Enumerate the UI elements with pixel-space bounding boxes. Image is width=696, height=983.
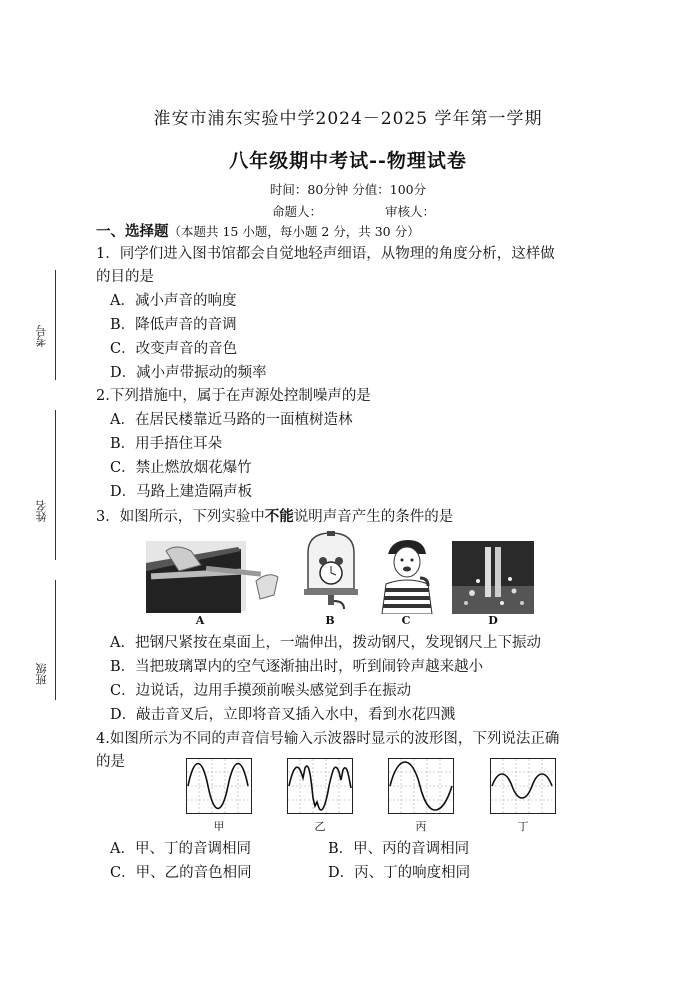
time-score-line: 时间：80分钟 分值：100分: [269, 182, 427, 197]
q3-stem: [96, 506, 616, 528]
q4-option-a: A．甲、丁的音调相同: [110, 841, 251, 857]
binding-line-1: [55, 270, 56, 380]
q4-option-d: D．丙、丁的响度相同: [328, 865, 471, 881]
wave-label-bing: 丙: [415, 820, 427, 833]
q1-stem-line1: 1．同学们进入图书馆都会自觉地轻声细语，从物理的角度分析，这样做: [96, 246, 555, 262]
figure-label-b: B: [325, 614, 335, 627]
author-label: 命题人：: [272, 204, 323, 219]
class-label: 班级: [35, 663, 48, 685]
waveform-ding: [490, 758, 556, 814]
figure-c-person: [376, 538, 438, 614]
exam-title: 八年级期中考试--物理试卷: [229, 150, 467, 172]
binding-line-3: [55, 580, 56, 700]
reviewer-label: 审核人：: [385, 204, 436, 219]
q3-option-c: C．边说话，边用手摸颈前喉头感觉到手在振动: [110, 683, 412, 699]
q3-stem-bold: 不能: [264, 508, 294, 525]
figure-label-d: D: [488, 614, 498, 627]
q3-option-a: A．把钢尺紧按在桌面上，一端伸出，拨动钢尺，发现钢尺上下振动: [110, 635, 541, 651]
q2-option-b: B．用手捂住耳朵: [110, 436, 223, 452]
q1-option-b: B．降低声音的音调: [110, 317, 237, 333]
wave-label-ding: 丁: [517, 820, 529, 833]
wave-label-jia: 甲: [213, 820, 225, 833]
q3-option-d: D．敲击音叉后，立即将音叉插入水中，看到水花四溅: [110, 707, 456, 723]
section-heading: [96, 220, 420, 241]
waveform-bing: [388, 758, 454, 814]
q4-option-c: C．甲、乙的音色相同: [110, 865, 252, 881]
waveform-jia: [186, 758, 252, 814]
figure-a-ruler: [146, 541, 286, 613]
q4-stem-line1: 4.如图所示为不同的声音信号输入示波器时显示的波形图，下列说法正确: [96, 731, 560, 747]
q2-option-a: A．在居民楼靠近马路的一面植树造林: [110, 412, 353, 428]
q2-option-c: C．禁止燃放烟花爆竹: [110, 460, 252, 476]
q3-option-b: B．当把玻璃罩内的空气逐渐抽出时，听到闹铃声越来越小: [110, 659, 484, 675]
school-term-heading: 淮安市浦东实验中学2024－2025 学年第一学期: [153, 109, 543, 129]
figure-label-a: A: [195, 614, 205, 627]
q1-stem-line2: 的目的是: [96, 269, 154, 285]
q2-stem: 2.下列措施中，属于在声源处控制噪声的是: [96, 388, 371, 404]
binding-line-2: [55, 410, 56, 560]
section-heading-bold: 一、选择题: [96, 223, 169, 240]
q3-stem-a: 3．如图所示，下列实验中: [96, 509, 265, 525]
q1-option-a: A．减小声音的响度: [110, 293, 237, 309]
q3-stem-b: 说明声音产生的条件的是: [293, 509, 454, 525]
q1-option-c: C．改变声音的音色: [110, 341, 238, 357]
figure-b-bell-jar: [302, 531, 360, 613]
figure-d-tuning-fork-water: [452, 541, 534, 614]
q4-stem-line2: 的是: [96, 754, 125, 770]
q2-option-d: D．马路上建造隔声板: [110, 484, 253, 500]
exam-number-label: 考号: [35, 325, 48, 347]
figure-label-c: C: [401, 614, 411, 627]
waveform-yi: [287, 758, 353, 814]
wave-label-yi: 乙: [314, 820, 326, 833]
q4-option-b: B．甲、丙的音调相同: [328, 841, 470, 857]
name-label: 姓名: [35, 500, 48, 522]
section-heading-note: （本题共 15 小题，每小题 2 分，共 30 分）: [168, 224, 420, 239]
q1-option-d: D．减小声带振动的频率: [110, 365, 267, 381]
